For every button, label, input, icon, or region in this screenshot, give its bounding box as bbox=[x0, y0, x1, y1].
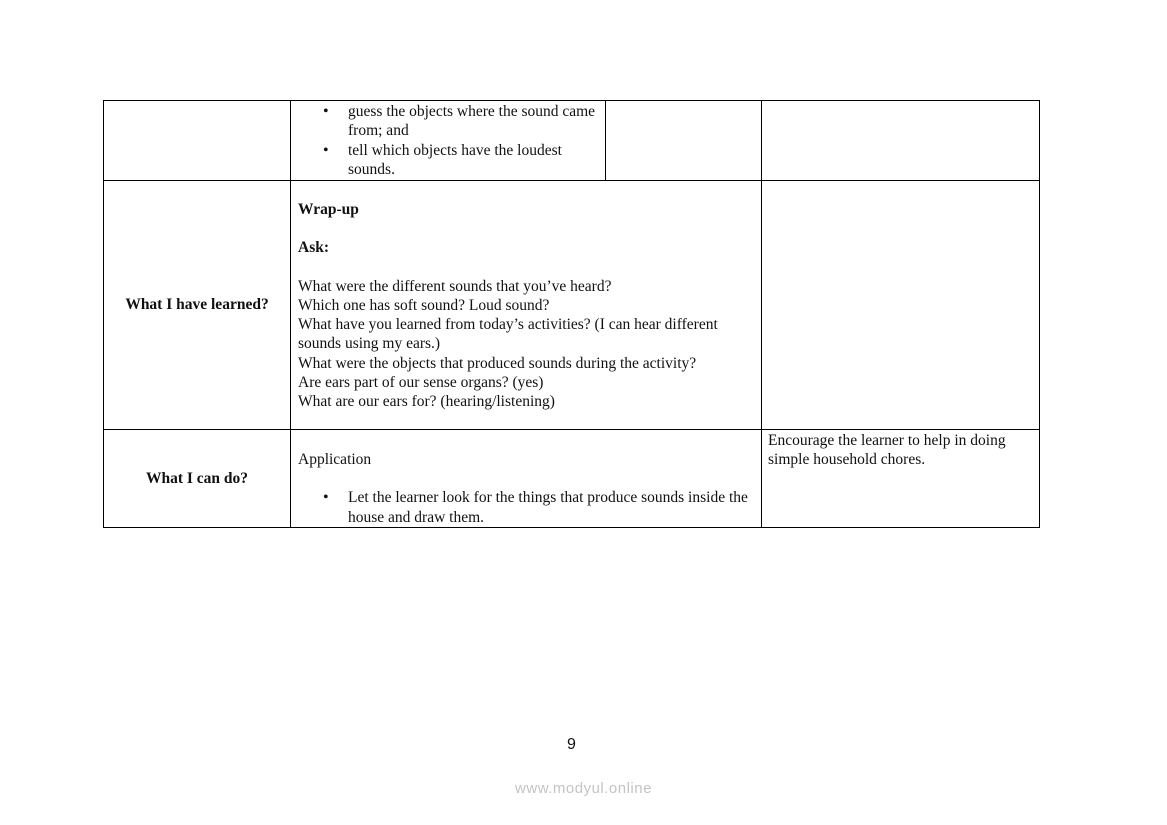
row1-activity-cell bbox=[298, 102, 598, 179]
list-item: • tell which objects have the loudest sounds. bbox=[298, 141, 598, 180]
row2-label: What I have learned? bbox=[125, 296, 269, 314]
row3-activity-cell bbox=[298, 450, 758, 527]
wrap-up-heading: Wrap-up bbox=[298, 201, 359, 218]
question-line: What are our ears for? (hearing/listening) bbox=[298, 393, 555, 411]
page-number: 9 bbox=[567, 736, 576, 753]
col-divider-3 bbox=[761, 100, 762, 528]
row3-label: What I can do? bbox=[145, 469, 249, 487]
row1-bullet-list bbox=[298, 102, 598, 179]
row1-notes-cell bbox=[768, 101, 1036, 180]
row1-label bbox=[104, 101, 290, 180]
table-border-right bbox=[1039, 100, 1040, 528]
question-line: What have you learned from today’s activities? (I can hear different sounds using my ears.) bbox=[298, 316, 718, 353]
application-heading: Application bbox=[298, 451, 372, 468]
row1-col3-cell bbox=[606, 101, 761, 180]
question-line: Are ears part of our sense organs? (yes) bbox=[298, 374, 544, 392]
row3-bullet-list bbox=[298, 488, 758, 527]
row2-activity-cell bbox=[298, 200, 758, 412]
table-border-bottom bbox=[103, 527, 1040, 528]
list-item: • Let the learner look for the things that produce sounds inside the house and draw them. bbox=[298, 488, 758, 527]
watermark: www.modyul.online bbox=[515, 780, 652, 797]
col-divider-1 bbox=[290, 100, 291, 528]
row2-notes-cell bbox=[768, 181, 1036, 429]
list-item: • guess the objects where the sound came from; and bbox=[298, 102, 598, 141]
question-line: What were the objects that produced sounds during the activity? bbox=[298, 354, 697, 372]
row3-notes-cell: Encourage the learner to help in doing simple household chores. bbox=[768, 432, 1006, 469]
ask-heading: Ask: bbox=[298, 239, 330, 257]
question-line: Which one has soft sound? Loud sound? bbox=[298, 296, 550, 314]
question-line: What were the different sounds that you’ve heard? bbox=[298, 277, 612, 295]
